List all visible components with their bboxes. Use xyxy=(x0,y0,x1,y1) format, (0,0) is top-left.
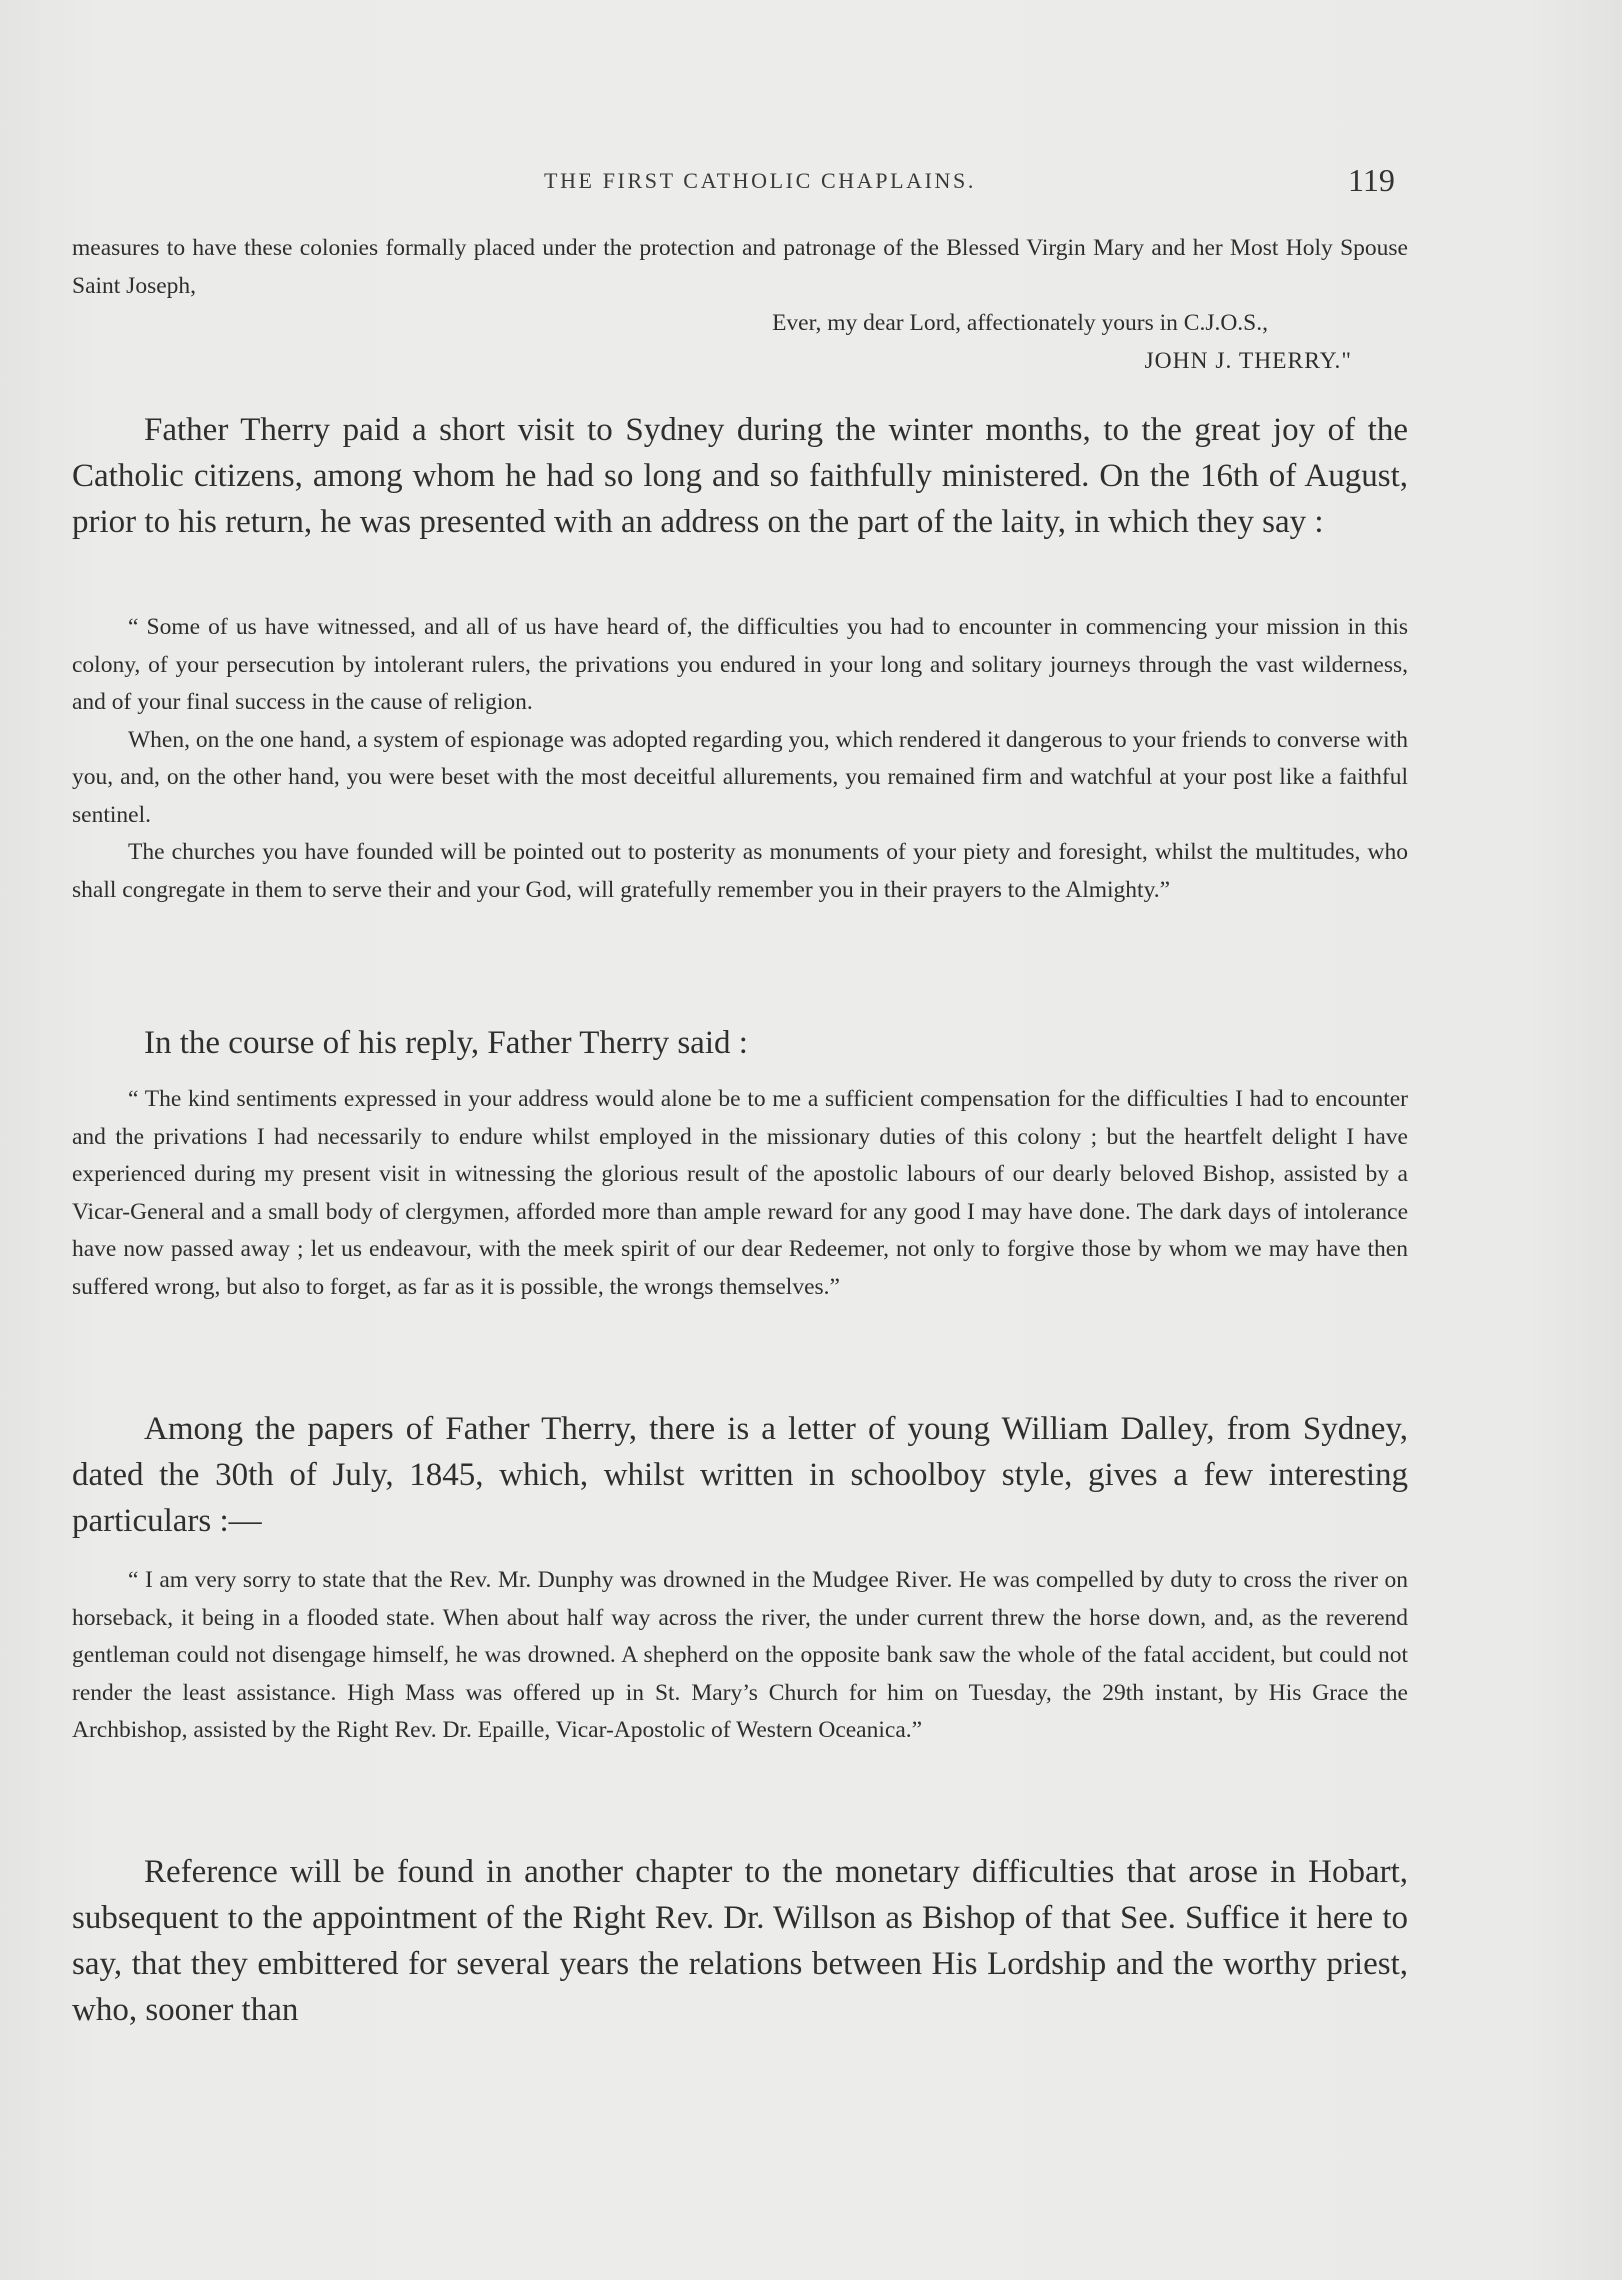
reply-quote xyxy=(72,1081,1408,1306)
address-quote-paragraph: “ Some of us have witnessed, and all of us have heard of, the difficulties you had to encounter in commencing your mission in this colony, of your persecution by intolerant rulers, the privations you endured in your long and solitary journeys through the vast wilderness, and of your final success in the cause of religion. xyxy=(72,614,1408,715)
paragraph-reply-intro-text: In the course of his reply, Father Therry said : xyxy=(144,1025,748,1061)
address-quote-paragraph: When, on the one hand, a system of espionage was adopted regarding you, which rendered it dangerous to your friends to converse with you, and, on the other hand, you were beset with the most deceitful allurements, you remained firm and watchful at your post like a faithful sentinel. xyxy=(72,726,1408,828)
dalley-letter-quote xyxy=(72,1562,1408,1750)
address-quote xyxy=(72,609,1408,909)
letter-signature: JOHN J. THERRY." xyxy=(1144,347,1352,374)
address-quote-paragraph: The churches you have founded will be pointed out to posterity as monuments of your piety and foresight, whilst the multitudes, who shall congregate in them to serve their and your God, will gratefully remember you in their prayers to the Almighty.” xyxy=(72,839,1408,903)
paragraph-dalley-text: Among the papers of Father Therry, there is a letter of young William Dalley, from Sydney, dated the 30th of July, 1845, which, whilst written in schoolboy style, gives a few interesting particulars :— xyxy=(72,1411,1408,1539)
letter-closing-text: measures to have these colonies formally placed under the protection and patronage of the Blessed Virgin Mary and her Most Holy Spouse Saint Joseph, xyxy=(72,235,1408,299)
paragraph-reference xyxy=(72,1849,1408,2033)
paragraph-visit xyxy=(72,407,1408,545)
dalley-letter-quote-text: “ I am very sorry to state that the Rev. Mr. Dunphy was drowned in the Mudgee River. He was compelled by duty to cross the river on horseback, it being in a flooded state. When about half way across the river, the under current threw the horse down, and, as the reverend gentleman could not disengage himself, he was drowned. A shepherd on the opposite bank saw the whole of the fatal accident, but could not render the least assistance. High Mass was offered up in St. Mary’s Church for him on Tuesday, the 29th instant, by His Grace the Archbishop, assisted by the Right Rev. Dr. Epaille, Vicar-Apostolic of Western Oceanica.” xyxy=(72,1567,1408,1743)
reply-quote-text: “ The kind sentiments expressed in your address would alone be to me a sufficient compensation for the difficulties I had to encounter and the privations I had necessarily to endure whilst employed in the missionary duties of this colony ; but the heartfelt delight I have experienced during my present visit in witnessing the glorious result of the apostolic labours of our dearly beloved Bishop, assisted by a Vicar-General and a small body of clergymen, afforded more than ample reward for any good I may have done. The dark days of intolerance have now passed away ; let us endeavour, with the meek spirit of our dear Redeemer, not only to forgive those by whom we may have then suffered wrong, but also to forget, as far as it is possible, the wrongs themselves.” xyxy=(72,1086,1408,1300)
letter-valediction: Ever, my dear Lord, affectionately yours in C.J.O.S., xyxy=(772,310,1268,336)
letter-ending xyxy=(72,230,1408,380)
paragraph-dalley xyxy=(72,1406,1408,1544)
running-head: THE FIRST CATHOLIC CHAPLAINS. xyxy=(544,168,976,193)
paragraph-visit-text: Father Therry paid a short visit to Sydney during the winter months, to the great joy of the Catholic citizens, among whom he had so long and so faithfully ministered. On the 16th of August, prior to his return, he was presented with an address on the part of the laity, in which they say : xyxy=(72,412,1408,540)
page-number: 119 xyxy=(1348,162,1395,198)
paragraph-reference-text: Reference will be found in another chapter to the monetary difficulties that arose in Hobart, subsequent to the appointment of the Right Rev. Dr. Willson as Bishop of that See. Suffice it here to say, that they embittered for several years the relations between His Lordship and the worthy priest, who, sooner than xyxy=(72,1854,1408,2028)
paragraph-reply-intro xyxy=(72,1020,1408,1066)
page-header xyxy=(0,162,1622,208)
